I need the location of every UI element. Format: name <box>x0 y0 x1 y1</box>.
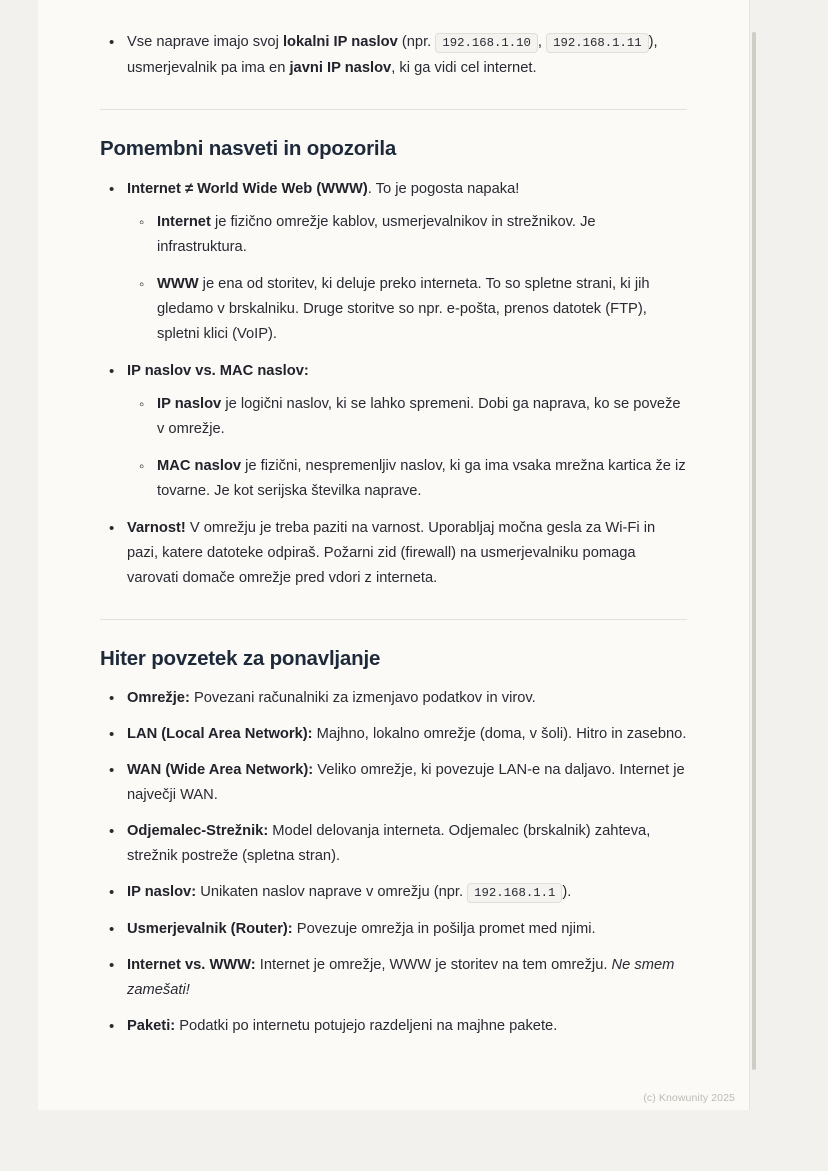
item-bold: Varnost! <box>127 519 186 536</box>
item-text: Povezani računalniki za izmenjavo podatkov in virov. <box>189 690 536 707</box>
list-item <box>153 272 687 347</box>
bullet-text-mid2: , <box>537 34 547 50</box>
section-heading-advice: Pomembni nasveti in opozorila <box>100 137 397 160</box>
item-text-pre: Unikaten naslov naprave v omrežju (npr. <box>196 884 468 901</box>
item-bold: LAN (Local Area Network): <box>127 726 313 743</box>
item-bold: Odjemalec-Strežnik: <box>127 823 269 840</box>
subitem-text: je ena od storitev, ki deluje preko interneta. To so spletne strani, ki jih gledamo v brskalniku. Druge storitve so npr. e-pošta, prenos datotek (FTP), spletni klici (VoIP). <box>157 275 650 342</box>
list-item <box>122 953 687 1003</box>
subitem-bold: WWW <box>157 275 199 292</box>
list-item <box>122 177 687 347</box>
item-bold: IP naslov vs. MAC naslov: <box>127 362 309 379</box>
item-text: Podatki po internetu potujejo razdeljeni na majhne pakete. <box>175 1018 558 1035</box>
item-text: Veliko omrežje, ki povezuje LAN-e na daljavo. Internet je največji WAN. <box>127 762 685 804</box>
list-item <box>153 392 687 442</box>
summary-list <box>100 686 687 1039</box>
item-text-post: ). <box>562 884 572 901</box>
document-sheet <box>38 0 750 1110</box>
list-item <box>122 30 687 81</box>
item-bold: Usmerjevalnik (Router): <box>127 921 293 938</box>
list-item <box>122 722 687 747</box>
item-bold-www: Internet vs. WWW: <box>127 957 256 974</box>
item-bold: Paketi: <box>127 1018 176 1035</box>
list-item <box>153 210 687 260</box>
top-bullet-list <box>100 30 687 81</box>
section-heading-summary: Hiter povzetek za ponavljanje <box>100 646 381 670</box>
list-item <box>153 454 687 504</box>
scrollbar-thumb[interactable] <box>752 32 756 1070</box>
bullet-text-mid1: (npr. <box>397 34 436 50</box>
bullet-text-pre: Vse naprave imajo svoj <box>127 34 283 50</box>
code-ip-1: 192.168.1.1 <box>467 883 562 903</box>
item-bold: Omrežje: <box>127 690 190 707</box>
item-text: Majhno, lokalno omrežje (doma, v šoli). Hitro in zasebno. <box>312 726 687 743</box>
item-text: Povezuje omrežja in pošilja promet med njimi. <box>292 921 596 938</box>
subitem-text: je fizični, nespremenljiv naslov, ki ga ima vsaka mrežna kartica že iz tovarne. Je kot serijska številka naprave. <box>157 457 686 499</box>
subitem-bold: IP naslov <box>157 395 222 412</box>
list-item <box>122 359 687 504</box>
subitem-bold: Internet <box>157 213 211 230</box>
item-text-www: Internet je omrežje, WWW je storitev na tem omrežju. <box>255 957 612 974</box>
item-text: . To je pogosta napaka! <box>367 180 520 197</box>
item-text: Model delovanja interneta. Odjemalec (brskalnik) zahteva, strežnik postreže (spletna stran). <box>127 823 651 865</box>
advice-list <box>100 177 687 591</box>
bullet-bold-local-ip: lokalni IP naslov <box>282 34 398 50</box>
list-item <box>122 516 687 591</box>
list-item <box>122 758 687 808</box>
bullet-text-mid3: ), usmerjevalnik pa ima en <box>127 34 658 76</box>
list-item <box>122 686 687 711</box>
item-bold: WAN (Wide Area Network): <box>127 762 314 779</box>
list-item <box>122 917 687 942</box>
item-text: V omrežju je treba paziti na varnost. Uporabljaj močna gesla za Wi-Fi in pazi, katere datoteke odpiraš. Požarni zid (firewall) na usmerjevalniku pomaga varovati domače omrežje pred vdori z interneta. <box>127 519 656 586</box>
section-divider <box>100 619 687 620</box>
item-bold: Internet ≠ World Wide Web (WWW) <box>127 180 368 197</box>
bullet-text-post: , ki ga vidi cel internet. <box>391 60 537 76</box>
copyright-credit: (c) Knowunity 2025 <box>643 1092 735 1104</box>
code-ip-11: 192.168.1.11 <box>546 33 649 53</box>
subitem-bold: MAC naslov <box>157 457 242 474</box>
list-item <box>122 1014 687 1039</box>
item-italic-note: Ne smem zamešati! <box>127 957 675 999</box>
subitem-text: je logični naslov, ki se lahko spremeni. Dobi ga naprava, ko se poveže v omrežje. <box>157 395 681 437</box>
list-item <box>122 819 687 869</box>
section-divider <box>100 109 687 110</box>
item-bold-ip: IP naslov: <box>127 884 197 901</box>
subitem-text: je fizično omrežje kablov, usmerjevalnikov in strežnikov. Je infrastruktura. <box>157 213 596 255</box>
code-ip-10: 192.168.1.10 <box>435 33 538 53</box>
bullet-bold-public-ip: javni IP naslov <box>289 60 392 76</box>
list-item <box>122 880 687 906</box>
sub-list <box>127 210 687 347</box>
sub-list <box>127 392 687 504</box>
